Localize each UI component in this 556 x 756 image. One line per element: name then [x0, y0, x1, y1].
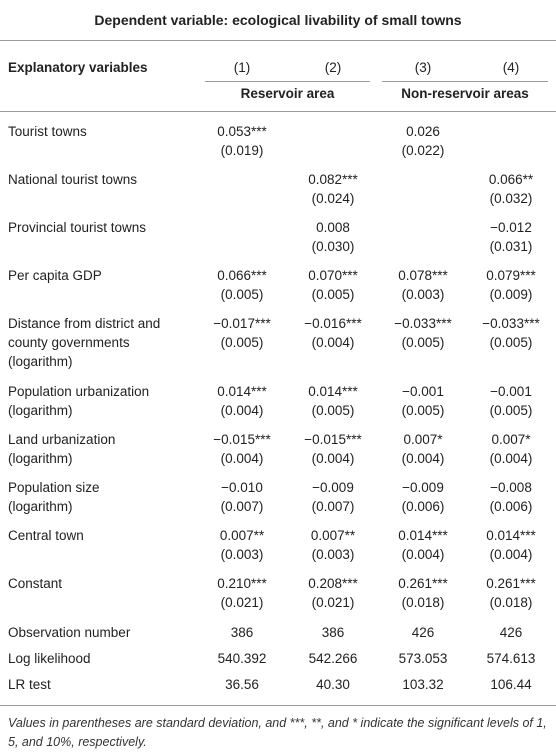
coefficient-cell: 0.008	[316, 220, 350, 235]
coefficient-cell: −0.033***	[394, 316, 452, 331]
std-error-cell: (0.022)	[401, 143, 445, 158]
std-error-cell: (0.004)	[401, 547, 445, 562]
std-error-cell: (0.005)	[220, 335, 264, 350]
col-header-2: (2)	[324, 60, 342, 75]
row-label: Population urbanization	[8, 384, 150, 399]
coefficient-cell: 0.014***	[398, 528, 448, 543]
coefficient-cell: 542.266	[308, 651, 358, 666]
coefficient-cell: 540.392	[217, 651, 267, 666]
coefficient-cell: 574.613	[486, 651, 536, 666]
coefficient-cell: 426	[499, 625, 523, 640]
coefficient-cell: 0.210***	[217, 576, 267, 591]
std-error-cell: (0.005)	[489, 335, 533, 350]
col-header-3: (3)	[414, 60, 432, 75]
coefficient-cell: 0.007**	[219, 528, 265, 543]
coefficient-cell: −0.009	[312, 480, 354, 495]
row-label: (logarithm)	[8, 499, 73, 514]
coefficient-cell: 0.082***	[308, 172, 358, 187]
coefficient-cell: −0.010	[221, 480, 263, 495]
std-error-cell: (0.024)	[311, 191, 355, 206]
group-reservoir-area: Reservoir area	[240, 86, 335, 101]
coefficient-cell: 0.208***	[308, 576, 358, 591]
coefficient-cell: −0.009	[402, 480, 444, 495]
row-label: Provincial tourist towns	[8, 220, 147, 235]
std-error-cell: (0.006)	[489, 499, 533, 514]
row-label: Log likelihood	[8, 651, 91, 666]
coefficient-cell: −0.008	[490, 480, 532, 495]
std-error-cell: (0.018)	[489, 595, 533, 610]
row-label: Land urbanization	[8, 432, 116, 447]
row-label: National tourist towns	[8, 172, 138, 187]
std-error-cell: (0.004)	[489, 451, 533, 466]
col-header-4: (4)	[502, 60, 520, 75]
coefficient-cell: 36.56	[225, 677, 259, 692]
std-error-cell: (0.003)	[311, 547, 355, 562]
std-error-cell: (0.005)	[401, 403, 445, 418]
coefficient-cell: 573.053	[398, 651, 448, 666]
std-error-cell: (0.005)	[489, 403, 533, 418]
std-error-cell: (0.005)	[311, 287, 355, 302]
title-rule	[0, 40, 556, 41]
coefficient-cell: 0.026	[406, 124, 440, 139]
std-error-cell: (0.004)	[489, 547, 533, 562]
std-error-cell: (0.003)	[401, 287, 445, 302]
std-error-cell: (0.005)	[311, 403, 355, 418]
coefficient-cell: 0.014***	[486, 528, 536, 543]
coefficient-cell: 386	[321, 625, 345, 640]
row-label: Tourist towns	[8, 124, 87, 139]
std-error-cell: (0.004)	[401, 451, 445, 466]
coefficient-cell: 0.078***	[398, 268, 448, 283]
coefficient-cell: 103.32	[402, 677, 444, 692]
coefficient-cell: −0.001	[402, 384, 444, 399]
std-error-cell: (0.007)	[311, 499, 355, 514]
coefficient-cell: 0.007**	[310, 528, 356, 543]
coefficient-cell: −0.012	[490, 220, 532, 235]
coefficient-cell: −0.001	[490, 384, 532, 399]
std-error-cell: (0.004)	[220, 403, 264, 418]
group-rule-reservoir	[205, 81, 370, 82]
explanatory-header: Explanatory variables	[8, 60, 148, 75]
row-label: Central town	[8, 528, 84, 543]
header-rule	[0, 111, 556, 112]
coefficient-cell: 0.066**	[488, 172, 534, 187]
row-label: Per capita GDP	[8, 268, 102, 283]
std-error-cell: (0.021)	[220, 595, 264, 610]
row-label: (logarithm)	[8, 354, 73, 369]
std-error-cell: (0.007)	[220, 499, 264, 514]
coefficient-cell: 0.261***	[486, 576, 536, 591]
coefficient-cell: −0.017***	[213, 316, 271, 331]
coefficient-cell: −0.033***	[482, 316, 540, 331]
coefficient-cell: 0.070***	[308, 268, 358, 283]
std-error-cell: (0.018)	[401, 595, 445, 610]
std-error-cell: (0.004)	[220, 451, 264, 466]
std-error-cell: (0.031)	[489, 239, 533, 254]
coefficient-cell: 0.079***	[486, 268, 536, 283]
std-error-cell: (0.003)	[220, 547, 264, 562]
coefficient-cell: 0.014***	[217, 384, 267, 399]
std-error-cell: (0.030)	[311, 239, 355, 254]
row-label: Observation number	[8, 625, 131, 640]
std-error-cell: (0.009)	[489, 287, 533, 302]
coefficient-cell: 106.44	[490, 677, 532, 692]
std-error-cell: (0.004)	[311, 451, 355, 466]
std-error-cell: (0.004)	[311, 335, 355, 350]
coefficient-cell: 40.30	[316, 677, 350, 692]
coefficient-cell: 386	[230, 625, 254, 640]
row-label: Population size	[8, 480, 100, 495]
coefficient-cell: −0.015***	[304, 432, 362, 447]
row-label: (logarithm)	[8, 403, 73, 418]
std-error-cell: (0.006)	[401, 499, 445, 514]
group-non-reservoir-areas: Non-reservoir areas	[401, 86, 529, 101]
coefficient-cell: 0.053***	[217, 124, 267, 139]
row-label: county governments	[8, 335, 130, 350]
group-rule-non-reservoir	[382, 81, 548, 82]
coefficient-cell: 0.007*	[491, 432, 531, 447]
row-label: Constant	[8, 576, 63, 591]
std-error-cell: (0.019)	[220, 143, 264, 158]
row-label: LR test	[8, 677, 51, 692]
table-footnote: Values in parentheses are standard deviation, and ***, **, and * indicate the significant levels of 1, 5, and 10%, respectively.	[8, 716, 547, 749]
col-header-1: (1)	[233, 60, 251, 75]
table-title: Dependent variable: ecological livability of small towns	[94, 12, 462, 28]
row-label: Distance from district and	[8, 316, 161, 331]
bottom-rule	[0, 705, 556, 706]
coefficient-cell: 0.261***	[398, 576, 448, 591]
coefficient-cell: 0.007*	[403, 432, 443, 447]
coefficient-cell: 0.014***	[308, 384, 358, 399]
coefficient-cell: −0.016***	[304, 316, 362, 331]
coefficient-cell: 0.066***	[217, 268, 267, 283]
coefficient-cell: 426	[411, 625, 435, 640]
std-error-cell: (0.032)	[489, 191, 533, 206]
coefficient-cell: −0.015***	[213, 432, 271, 447]
std-error-cell: (0.005)	[220, 287, 264, 302]
row-label: (logarithm)	[8, 451, 73, 466]
std-error-cell: (0.021)	[311, 595, 355, 610]
std-error-cell: (0.005)	[401, 335, 445, 350]
